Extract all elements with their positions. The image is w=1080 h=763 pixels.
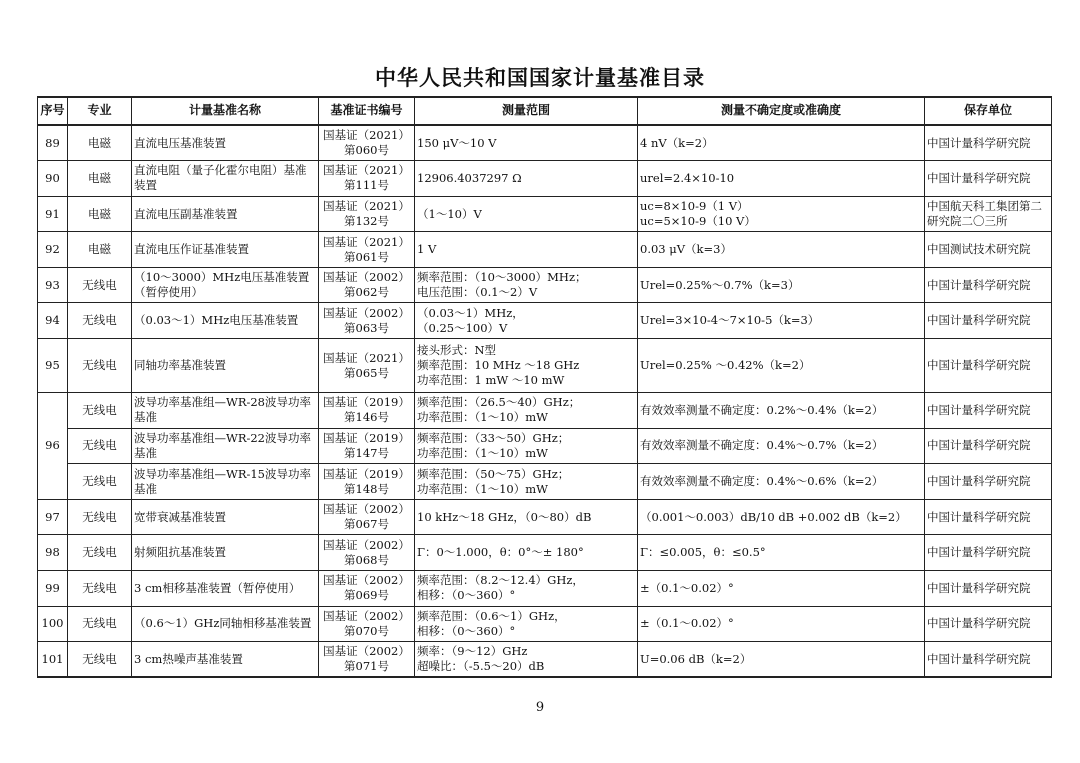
field-cell: 无线电 (68, 428, 132, 464)
custodian-institution: 中国计量科学研究院 (925, 642, 1052, 678)
standard-name: （0.03～1）MHz电压基准装置 (132, 303, 319, 339)
uncertainty: 有效效率测量不确定度：0.4%～0.7%（k=2） (638, 428, 925, 464)
uncertainty: 0.03 μV（k=3） (638, 232, 925, 268)
custodian-institution: 中国计量科学研究院 (925, 339, 1052, 393)
table-row (38, 642, 1052, 678)
uncertainty: U=0.06 dB（k=2） (638, 642, 925, 678)
standard-name: 波导功率基准组—WR-28波导功率基准 (132, 393, 319, 429)
serial-number: 93 (38, 267, 68, 303)
measurement-range: 150 μV～10 V (415, 125, 638, 161)
custodian-institution: 中国计量科学研究院 (925, 303, 1052, 339)
custodian-institution: 中国计量科学研究院 (925, 606, 1052, 642)
measurement-range: 频率范围：（0.6～1）GHz， 相移：（0～360）° (415, 606, 638, 642)
custodian-institution: 中国计量科学研究院 (925, 464, 1052, 500)
field-cell: 电磁 (68, 161, 132, 197)
certificate-number: 国基证（2002） 第063号 (319, 303, 415, 339)
standard-name: 直流电压基准装置 (132, 125, 319, 161)
field-cell: 无线电 (68, 499, 132, 535)
table-row (38, 428, 1052, 464)
column-header: 基准证书编号 (319, 97, 415, 125)
measurement-range: 1 V (415, 232, 638, 268)
certificate-number: 国基证（2021） 第061号 (319, 232, 415, 268)
custodian-institution: 中国计量科学研究院 (925, 499, 1052, 535)
measurement-range: Γ：0～1.000，θ：0°～± 180° (415, 535, 638, 571)
serial-number: 95 (38, 339, 68, 393)
serial-number: 97 (38, 499, 68, 535)
uncertainty: 4 nV（k=2） (638, 125, 925, 161)
column-header: 专业 (68, 97, 132, 125)
certificate-number: 国基证（2019） 第146号 (319, 393, 415, 429)
custodian-institution: 中国计量科学研究院 (925, 125, 1052, 161)
uncertainty: Urel=0.25%～0.7%（k=3） (638, 267, 925, 303)
table-row (38, 339, 1052, 393)
serial-number: 89 (38, 125, 68, 161)
measurement-range: 10 kHz～18 GHz，（0～80）dB (415, 499, 638, 535)
custodian-institution: 中国计量科学研究院 (925, 535, 1052, 571)
table-header-row (38, 97, 1052, 125)
measurement-range: 频率范围：（10～3000）MHz； 电压范围：（0.1～2）V (415, 267, 638, 303)
certificate-number: 国基证（2019） 第148号 (319, 464, 415, 500)
standard-name: 波导功率基准组—WR-15波导功率基准 (132, 464, 319, 500)
uncertainty: Urel=3×10-4～7×10-5（k=3） (638, 303, 925, 339)
table-row (38, 393, 1052, 429)
serial-number: 92 (38, 232, 68, 268)
custodian-institution: 中国航天科工集团第二研究院二〇三所 (925, 196, 1052, 232)
standard-name: （10～3000）MHz电压基准装置（暂停使用） (132, 267, 319, 303)
uncertainty: 有效效率测量不确定度：0.4%～0.6%（k=2） (638, 464, 925, 500)
standard-name: 射频阻抗基准装置 (132, 535, 319, 571)
field-cell: 无线电 (68, 535, 132, 571)
certificate-number: 国基证（2021） 第065号 (319, 339, 415, 393)
column-header: 计量基准名称 (132, 97, 319, 125)
table-row (38, 499, 1052, 535)
uncertainty: Γ：≤0.005，θ：≤0.5° (638, 535, 925, 571)
field-cell: 无线电 (68, 267, 132, 303)
table-row (38, 535, 1052, 571)
certificate-number: 国基证（2021） 第132号 (319, 196, 415, 232)
field-cell: 无线电 (68, 339, 132, 393)
custodian-institution: 中国计量科学研究院 (925, 428, 1052, 464)
certificate-number: 国基证（2021） 第060号 (319, 125, 415, 161)
field-cell: 电磁 (68, 196, 132, 232)
table-row (38, 606, 1052, 642)
certificate-number: 国基证（2019） 第147号 (319, 428, 415, 464)
table-row (38, 232, 1052, 268)
table-row (38, 303, 1052, 339)
standard-name: 直流电阻（量子化霍尔电阻）基准装置 (132, 161, 319, 197)
table-row (38, 125, 1052, 161)
custodian-institution: 中国计量科学研究院 (925, 267, 1052, 303)
field-cell: 无线电 (68, 571, 132, 607)
field-cell: 无线电 (68, 464, 132, 500)
uncertainty: ±（0.1～0.02）° (638, 606, 925, 642)
certificate-number: 国基证（2002） 第068号 (319, 535, 415, 571)
standard-name: 同轴功率基准装置 (132, 339, 319, 393)
field-cell: 无线电 (68, 303, 132, 339)
uncertainty: uc=8×10-9（1 V） uc=5×10-9（10 V） (638, 196, 925, 232)
measurement-range: （1～10）V (415, 196, 638, 232)
custodian-institution: 中国计量科学研究院 (925, 571, 1052, 607)
serial-number: 99 (38, 571, 68, 607)
certificate-number: 国基证（2002） 第067号 (319, 499, 415, 535)
field-cell: 无线电 (68, 642, 132, 678)
measurement-range: 频率范围：（50～75）GHz； 功率范围：（1～10）mW (415, 464, 638, 500)
metrology-standards-table (37, 96, 1052, 678)
field-cell: 无线电 (68, 606, 132, 642)
field-cell: 电磁 (68, 125, 132, 161)
serial-number: 96 (38, 393, 68, 500)
uncertainty: Urel=0.25% ～0.42%（k=2） (638, 339, 925, 393)
serial-number: 98 (38, 535, 68, 571)
table-row (38, 196, 1052, 232)
column-header: 保存单位 (925, 97, 1052, 125)
certificate-number: 国基证（2002） 第071号 (319, 642, 415, 678)
table-row (38, 464, 1052, 500)
uncertainty: urel=2.4×10-10 (638, 161, 925, 197)
standard-name: 波导功率基准组—WR-22波导功率基准 (132, 428, 319, 464)
certificate-number: 国基证（2021） 第111号 (319, 161, 415, 197)
table-row (38, 571, 1052, 607)
serial-number: 91 (38, 196, 68, 232)
field-cell: 无线电 (68, 393, 132, 429)
certificate-number: 国基证（2002） 第062号 (319, 267, 415, 303)
measurement-range: 频率范围：（8.2～12.4）GHz， 相移：（0～360）° (415, 571, 638, 607)
certificate-number: 国基证（2002） 第070号 (319, 606, 415, 642)
uncertainty: （0.001～0.003）dB/10 dB +0.002 dB（k=2） (638, 499, 925, 535)
serial-number: 90 (38, 161, 68, 197)
column-header: 测量不确定度或准确度 (638, 97, 925, 125)
measurement-range: 接头形式：N型 频率范围：10 MHz ～18 GHz 功率范围：1 mW ～10 mW (415, 339, 638, 393)
custodian-institution: 中国计量科学研究院 (925, 161, 1052, 197)
certificate-number: 国基证（2002） 第069号 (319, 571, 415, 607)
table-row (38, 161, 1052, 197)
measurement-range: 12906.4037297 Ω (415, 161, 638, 197)
measurement-range: 频率范围：（33～50）GHz； 功率范围：（1～10）mW (415, 428, 638, 464)
standard-name: 直流电压副基准装置 (132, 196, 319, 232)
serial-number: 100 (38, 606, 68, 642)
page-number: 9 (535, 700, 545, 715)
field-cell: 电磁 (68, 232, 132, 268)
standard-name: 3 cm相移基准装置（暂停使用） (132, 571, 319, 607)
custodian-institution: 中国计量科学研究院 (925, 393, 1052, 429)
serial-number: 94 (38, 303, 68, 339)
table-row (38, 267, 1052, 303)
standard-name: （0.6～1）GHz同轴相移基准装置 (132, 606, 319, 642)
column-header: 测量范围 (415, 97, 638, 125)
standard-name: 3 cm热噪声基准装置 (132, 642, 319, 678)
measurement-range: 频率范围：（26.5～40）GHz； 功率范围：（1～10）mW (415, 393, 638, 429)
page-title: 中华人民共和国国家计量基准目录 (375, 66, 705, 90)
uncertainty: 有效效率测量不确定度：0.2%～0.4%（k=2） (638, 393, 925, 429)
standard-name: 宽带衰减基准装置 (132, 499, 319, 535)
serial-number: 101 (38, 642, 68, 678)
uncertainty: ±（0.1～0.02）° (638, 571, 925, 607)
measurement-range: 频率：（9～12）GHz 超噪比：（-5.5～20）dB (415, 642, 638, 678)
standard-name: 直流电压作证基准装置 (132, 232, 319, 268)
column-header: 序号 (38, 97, 68, 125)
measurement-range: （0.03～1）MHz， （0.25～100）V (415, 303, 638, 339)
custodian-institution: 中国测试技术研究院 (925, 232, 1052, 268)
